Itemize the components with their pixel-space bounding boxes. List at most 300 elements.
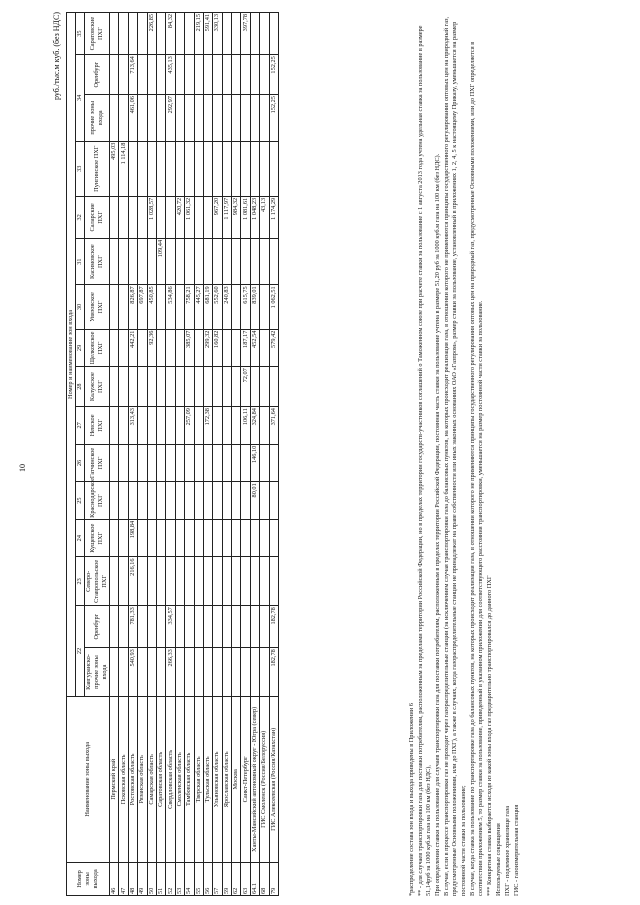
table-cell: 43,13 <box>260 196 269 238</box>
table-cell <box>147 367 156 407</box>
table-row <box>241 13 250 896</box>
table-cell <box>194 407 203 445</box>
row-region-name: Ульяновская область <box>213 696 222 862</box>
table-cell: 420,72 <box>175 196 184 238</box>
table-cell: 1 114,18 <box>119 141 128 196</box>
table-cell <box>213 55 222 95</box>
table-cell <box>185 55 194 95</box>
table-cell <box>110 557 119 606</box>
row-region-name: Тульская область <box>203 696 212 862</box>
table-cell: 292,97 <box>166 95 175 141</box>
table-cell <box>222 482 231 520</box>
table-cell <box>194 557 203 606</box>
page-number: 10 <box>18 464 27 472</box>
table-cell <box>119 519 128 557</box>
table-cell <box>260 141 269 196</box>
table-cell <box>185 238 194 284</box>
col-name: Северо-Ставропольское ПХГ <box>85 557 110 606</box>
table-cell <box>119 557 128 606</box>
table-cell <box>241 238 250 284</box>
table-cell <box>213 141 222 196</box>
table-cell <box>175 519 184 557</box>
table-cell <box>232 482 241 520</box>
table-cell <box>260 367 269 407</box>
table-cell: 1 081,61 <box>241 196 250 238</box>
footnote: *распределение состава зон входа и выхода приведены в Приложении 6 <box>408 703 415 896</box>
table-cell <box>119 367 128 407</box>
table-cell <box>185 482 194 520</box>
table-cell <box>110 407 119 445</box>
table-cell: 240,83 <box>222 285 231 329</box>
table-cell <box>194 196 203 238</box>
row-region-name: Псковская область <box>119 696 128 862</box>
table-row <box>213 13 222 896</box>
table-cell <box>156 367 165 407</box>
table-cell <box>156 519 165 557</box>
table-cell <box>222 557 231 606</box>
table-cell <box>203 648 212 697</box>
table-cell: 495,03 <box>110 141 119 196</box>
table-cell <box>156 196 165 238</box>
col-name: Невское ПХГ <box>85 407 110 445</box>
table-cell: 552,60 <box>213 285 222 329</box>
footnote: ** - для случаев транспортировки газа для поставки потребителям, расположенным за пределами территории Российской Федерации, но в пределах территории государств-участников соглашений о Таможенном союзе при расчете ставки за пользование с 1 августа 2013 года учтена удельная ставка за пользование в размере 51,14руб за 1000 куб.м газа на 100 км (без НДС), <box>417 25 433 896</box>
table-cell <box>138 557 147 606</box>
table-cell: 152,25 <box>269 55 278 95</box>
col-name: Касимовское ПХГ <box>85 238 110 284</box>
table-cell: 1 048,23 <box>250 196 259 238</box>
table-cell <box>156 407 165 445</box>
col-name: Кущевское ПХГ <box>85 519 110 557</box>
table-cell: 445,27 <box>194 285 203 329</box>
table-cell <box>128 141 137 196</box>
table-cell <box>119 13 128 55</box>
table-cell <box>194 648 203 697</box>
table-cell: 839,01 <box>250 285 259 329</box>
table-cell: 219,15 <box>194 13 203 55</box>
col-name: Оренбург <box>85 55 110 95</box>
table-cell <box>203 141 212 196</box>
table-cell <box>232 648 241 697</box>
table-cell <box>138 196 147 238</box>
footnote: Используемые сокращения <box>494 823 502 896</box>
row-number: 52 <box>166 862 175 895</box>
table-cell <box>222 55 231 95</box>
table-cell: 758,21 <box>185 285 194 329</box>
col-name: Саратовские ПХГ <box>85 13 110 55</box>
table-cell <box>232 55 241 95</box>
table-cell <box>166 196 175 238</box>
table-cell <box>175 55 184 95</box>
table-cell: 187,17 <box>241 329 250 367</box>
table-cell <box>110 367 119 407</box>
table-cell: 435,13 <box>166 55 175 95</box>
table-cell <box>194 55 203 95</box>
table-cell <box>222 407 231 445</box>
table-cell <box>175 606 184 648</box>
table-cell <box>147 557 156 606</box>
table-cell <box>250 13 259 55</box>
row-number: 55 <box>194 862 203 895</box>
table-cell <box>222 444 231 482</box>
table-cell <box>110 285 119 329</box>
table-cell <box>222 606 231 648</box>
table-cell: 461,06 <box>128 95 137 141</box>
footnote: При определении ставки за пользование для случаев транспортировки газа для поставки потребителям, расположенным в пределах территории Российской Федерации, постоянная часть ставки за пользование учтена в размере 51,20 руб за 1000 куб.м газа на 100 км (без НДС). <box>434 153 442 896</box>
table-cell <box>119 95 128 141</box>
row-number: 62 <box>232 862 241 895</box>
table-cell <box>213 519 222 557</box>
table-cell <box>241 557 250 606</box>
table-cell: 681,19 <box>203 285 212 329</box>
table-cell <box>241 444 250 482</box>
table-cell <box>260 13 269 55</box>
table-cell <box>260 557 269 606</box>
table-cell <box>138 407 147 445</box>
col-number: 27 <box>76 407 85 445</box>
table-cell <box>260 482 269 520</box>
table-cell <box>213 95 222 141</box>
table-cell <box>203 606 212 648</box>
table-cell <box>166 557 175 606</box>
table-cell: 1 174,29 <box>269 196 278 238</box>
table-cell <box>203 519 212 557</box>
table-cell: 534,86 <box>166 285 175 329</box>
row-region-name: Тверская область <box>194 696 203 862</box>
table-cell <box>232 444 241 482</box>
col-name: Краснодарское ПХГ <box>85 482 110 520</box>
table-cell <box>166 482 175 520</box>
table-cell <box>110 444 119 482</box>
table-cell <box>166 519 175 557</box>
col-name: Пунгинское ПХГ <box>85 141 110 196</box>
row-number: 46 <box>110 862 119 895</box>
row-region-name: Ростовская область <box>128 696 137 862</box>
table-cell <box>175 141 184 196</box>
col-number: 31 <box>76 238 85 284</box>
col-name: Гатчинское ПХГ <box>85 444 110 482</box>
table-cell <box>194 482 203 520</box>
table-cell <box>260 648 269 697</box>
table-cell <box>269 238 278 284</box>
table-cell <box>260 606 269 648</box>
col-name: Увязовское ПХГ <box>85 285 110 329</box>
table-cell <box>194 519 203 557</box>
col-number: 32 <box>76 196 85 238</box>
table-cell: 313,43 <box>128 407 137 445</box>
table-row <box>166 13 175 896</box>
footnote: В случае, когда ставка за пользование по транспортировке газа до балансовых пунктов, на которых происходит реализация газа, в отношении которого не применяются принципы государственного регулирования оптовых цен на природный газ, предусмотренные Основными положениями, или до ПХГ определяется в соответствии приложением 5, то размер ставки за пользование, приведенный в указанном приложении для соответствующего расстояния транспортировки, уменьшается на размер постоянной части ставки за пользование. <box>468 41 484 896</box>
table-cell <box>166 367 175 407</box>
table-cell <box>269 557 278 606</box>
table-cell <box>156 329 165 367</box>
col-name: Кавгуранско-прочие зоны входа <box>85 648 110 697</box>
table-cell: 106,11 <box>241 407 250 445</box>
table-cell: 80,01 <box>250 482 259 520</box>
table-cell <box>185 95 194 141</box>
table-cell: 92,36 <box>147 329 156 367</box>
table-cell <box>213 238 222 284</box>
row-number: 56 <box>203 862 212 895</box>
table-row <box>175 13 184 896</box>
table-cell <box>241 519 250 557</box>
table-cell <box>175 648 184 697</box>
table-cell <box>203 444 212 482</box>
table-cell <box>175 367 184 407</box>
table-cell <box>147 606 156 648</box>
table-cell <box>260 55 269 95</box>
table-cell <box>147 444 156 482</box>
row-region-name: Саратовская область <box>156 696 165 862</box>
table-cell <box>222 95 231 141</box>
table-row <box>128 13 137 896</box>
table-cell <box>250 367 259 407</box>
table-cell <box>241 648 250 697</box>
table-cell <box>175 238 184 284</box>
table-row <box>250 13 259 896</box>
table-cell <box>185 367 194 407</box>
header-naimenovanie: Наименование зоны выхода <box>67 696 110 862</box>
row-region-name: Свердловская область <box>166 696 175 862</box>
table-cell <box>269 519 278 557</box>
table-cell <box>260 329 269 367</box>
row-region-name: Ханты-Мансийский автономный округ - Югра (север) <box>250 696 259 862</box>
table-cell <box>147 519 156 557</box>
table-cell: 198,84 <box>128 519 137 557</box>
row-region-name: Тамбовская область <box>185 696 194 862</box>
table-cell <box>185 557 194 606</box>
table-cell: 1 062,51 <box>269 285 278 329</box>
table-cell <box>203 196 212 238</box>
table-cell <box>194 606 203 648</box>
table-cell <box>213 444 222 482</box>
table-cell <box>138 606 147 648</box>
row-number: 48 <box>128 862 137 895</box>
table-cell <box>232 367 241 407</box>
table-cell: 330,13 <box>213 13 222 55</box>
table-cell <box>232 285 241 329</box>
row-number: 68 <box>260 862 269 895</box>
col-number: 35 <box>76 13 85 55</box>
table-cell <box>156 606 165 648</box>
table-cell: 540,93 <box>128 648 137 697</box>
table-cell <box>269 367 278 407</box>
table-cell: 182,78 <box>269 648 278 697</box>
table-cell <box>156 13 165 55</box>
table-cell <box>250 95 259 141</box>
table-cell <box>250 519 259 557</box>
table-cell <box>241 482 250 520</box>
table-cell <box>213 606 222 648</box>
table-cell <box>203 557 212 606</box>
footnote: *** Конкретная ставка выбирается исходя из какой зоны входа газ предварительно транспортировался до данного ПХГ <box>485 575 493 896</box>
row-number: 47 <box>119 862 128 895</box>
table-cell: 826,87 <box>128 285 137 329</box>
footnotes <box>408 12 522 896</box>
col-number: 22 <box>76 606 85 697</box>
table-cell <box>232 557 241 606</box>
table-cell <box>241 141 250 196</box>
row-region-name: Самарская область <box>147 696 156 862</box>
table-cell <box>222 238 231 284</box>
row-number: 53 <box>175 862 184 895</box>
table-cell <box>175 285 184 329</box>
table-cell <box>241 95 250 141</box>
table-cell <box>110 519 119 557</box>
table-cell <box>128 367 137 407</box>
col-number: 25 <box>76 482 85 520</box>
table-cell <box>119 407 128 445</box>
row-number: 57 <box>213 862 222 895</box>
table-cell <box>110 606 119 648</box>
table-cell <box>110 196 119 238</box>
table-cell <box>213 648 222 697</box>
table-cell <box>185 444 194 482</box>
table-cell: 713,64 <box>128 55 137 95</box>
table-cell <box>119 648 128 697</box>
table-cell: 216,16 <box>128 557 137 606</box>
table-cell <box>138 367 147 407</box>
table-cell <box>175 95 184 141</box>
table-cell <box>138 95 147 141</box>
table-cell: 172,38 <box>203 407 212 445</box>
table-cell <box>203 482 212 520</box>
table-cell <box>147 55 156 95</box>
table-row <box>222 13 231 896</box>
table-cell <box>156 482 165 520</box>
row-number: 51 <box>156 862 165 895</box>
row-number: 49 <box>138 862 147 895</box>
table-cell <box>194 367 203 407</box>
table-cell: 442,21 <box>128 329 137 367</box>
row-number: 54 <box>185 862 194 895</box>
table-cell <box>213 367 222 407</box>
row-number: 59 <box>222 862 231 895</box>
table-cell: 397,78 <box>241 13 250 55</box>
table-cell: 324,84 <box>250 407 259 445</box>
unit-note: руб./тыс.м куб. (без НДС) <box>52 12 61 100</box>
row-number: 50 <box>147 862 156 895</box>
table-cell <box>175 13 184 55</box>
table-cell <box>138 329 147 367</box>
table-cell: 160,82 <box>213 329 222 367</box>
table-cell <box>128 196 137 238</box>
table-cell <box>128 238 137 284</box>
table-cell <box>260 285 269 329</box>
table-row <box>203 13 212 896</box>
table-cell <box>269 13 278 55</box>
col-number: 23 <box>76 557 85 606</box>
table-row <box>156 13 165 896</box>
table-cell <box>213 482 222 520</box>
table-cell <box>232 95 241 141</box>
table-cell <box>119 285 128 329</box>
table-cell <box>250 557 259 606</box>
table-cell <box>166 141 175 196</box>
table-cell <box>203 367 212 407</box>
footnote: В случае, если в процессе транспортировки газ не проходит через газораспределительные станции (за исключением случая транспортировки газа до балансовых пунктов, на которых происходит реализация газа, в отношении которого не применяются принципы государственного регулирования оптовых цен на природный газ, предусмотренные Основными положениями, или до ПХГ), а также в случаях, когда газораспределительные станции не принадлежат на праве собственности или иных законных основаниях ОАО «Газпром», размер ставки за пользование, установленный в приложениях 1, 2, 4, 5 к настоящему Приказу, уменьшается на размер постоянной части ставки за пользование; <box>443 16 467 896</box>
col-number: 34 <box>76 55 85 141</box>
table-cell <box>213 407 222 445</box>
table-cell: 452,54 <box>250 329 259 367</box>
table-cell <box>156 444 165 482</box>
row-region-name: Санкт-Петербург <box>241 696 250 862</box>
table-cell <box>232 407 241 445</box>
table-cell: 257,09 <box>185 407 194 445</box>
row-number: 79 <box>269 862 278 895</box>
table-cell <box>175 329 184 367</box>
table-cell <box>185 606 194 648</box>
table-cell <box>250 648 259 697</box>
table-row <box>185 13 194 896</box>
table-cell <box>147 482 156 520</box>
table-cell <box>260 444 269 482</box>
table-cell <box>156 285 165 329</box>
table-cell <box>138 482 147 520</box>
table-cell <box>194 238 203 284</box>
table-cell <box>110 329 119 367</box>
table-cell <box>138 141 147 196</box>
table-cell <box>194 444 203 482</box>
table-cell: 266,33 <box>166 648 175 697</box>
col-name: Оренбург <box>85 606 110 648</box>
table-cell <box>222 141 231 196</box>
table-cell <box>260 519 269 557</box>
row-number: 64.1 <box>250 862 259 895</box>
table-cell <box>156 141 165 196</box>
table-cell <box>250 55 259 95</box>
row-region-name: ГИС Смоленск (Россия/Белоруссия) <box>260 696 269 862</box>
table-cell <box>119 329 128 367</box>
table-cell: 1 061,32 <box>185 196 194 238</box>
col-number: 28 <box>76 367 85 407</box>
table-row <box>110 13 119 896</box>
table-cell: 615,75 <box>241 285 250 329</box>
table-cell <box>138 648 147 697</box>
table-cell <box>119 55 128 95</box>
table-cell <box>156 648 165 697</box>
table-cell: 109,44 <box>156 238 165 284</box>
table-cell <box>203 238 212 284</box>
table-cell: 697,87 <box>138 285 147 329</box>
col-number: 33 <box>76 141 85 196</box>
table-cell <box>128 444 137 482</box>
table-cell: 591,41 <box>203 13 212 55</box>
table-cell <box>175 482 184 520</box>
table-cell <box>232 606 241 648</box>
table-cell: 299,32 <box>203 329 212 367</box>
table-cell <box>166 329 175 367</box>
table-cell: 371,64 <box>269 407 278 445</box>
table-cell <box>166 407 175 445</box>
row-region-name: Смоленская область <box>175 696 184 862</box>
table-cell <box>119 444 128 482</box>
table-cell <box>232 329 241 367</box>
table-cell <box>250 606 259 648</box>
table-cell <box>213 557 222 606</box>
table-row <box>119 13 128 896</box>
table-cell: 72,07 <box>241 367 250 407</box>
table-cell: 967,20 <box>213 196 222 238</box>
table-cell <box>138 55 147 95</box>
table-cell: 579,42 <box>269 329 278 367</box>
table-cell <box>269 444 278 482</box>
table-row <box>147 13 156 896</box>
table-cell <box>138 519 147 557</box>
table-cell <box>241 606 250 648</box>
table-cell <box>175 407 184 445</box>
table-cell <box>232 238 241 284</box>
